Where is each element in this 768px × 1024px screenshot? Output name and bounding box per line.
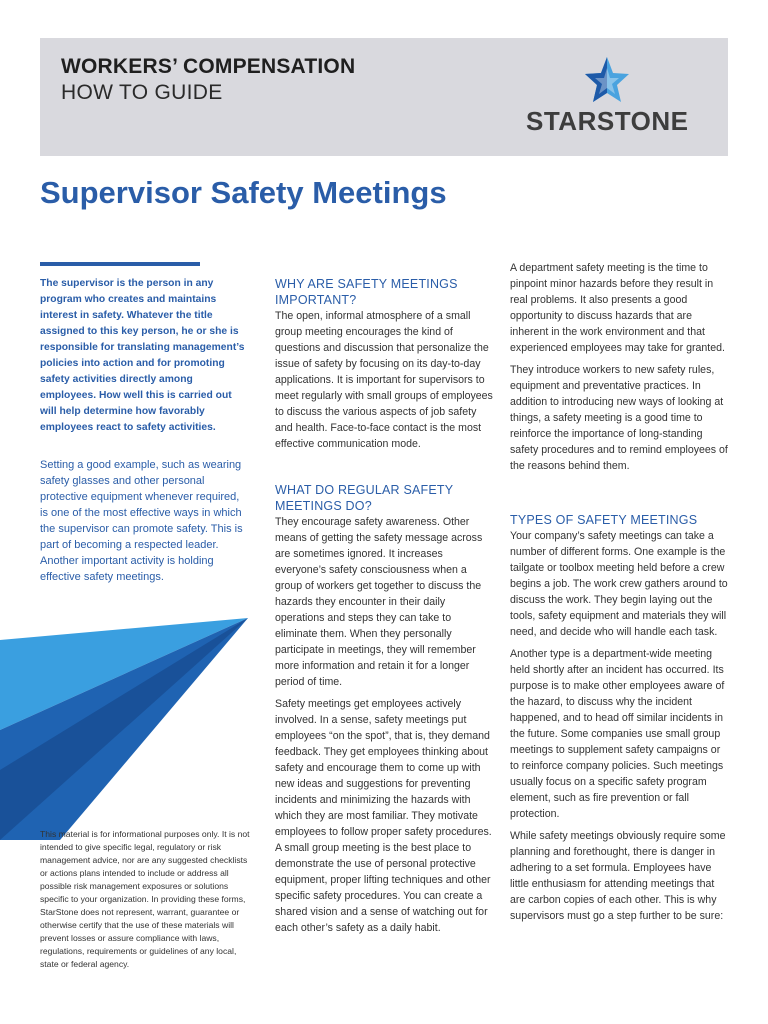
paragraph-involvement: Safety meetings get employees actively involved. In a sense, safety meetings put employees “on the spot”, that is, they demand feedback. They get employees thinking about safety and encourage them to come up with new ideas and suggestions for preventing incidents and minimizing the hazards with which they are most familiar. They motivate employees to follow proper safety procedures. A small group meeting is the best place to demonstrate the use of personal protective equipment, proper lifting techniques and other specific safety procedures. You can create a shared vision and a sense of watching out for each other’s safety as a daily habit. [275, 698, 492, 934]
header-subkicker: HOW TO GUIDE [61, 81, 223, 104]
paragraph-awareness: They encourage safety awareness. Other means of getting the safety message across are sometimes ignored. It increases everyone’s safety consciousness when a group of workers get together to discuss the hazards they encounter in their daily operations and steps they can take to eliminate them. When they personally participate in meetings, they will remember more information and retain it for a longer period of time. [275, 516, 483, 688]
header-band [40, 38, 728, 156]
column-middle [275, 276, 493, 936]
header-kicker: WORKERS’ COMPENSATION [61, 55, 356, 78]
paragraph-why-important: The open, informal atmosphere of a small group meeting encourages the kind of questions and discussion that personalize the issue of safety by focusing on its day-to-day applications. It is important for supervisors to meet regularly with small groups of employees to discuss the various aspects of job safety and health. Face-to-face contact is the most effective communication mode. [275, 310, 493, 450]
heading-what-do: WHAT DO REGULAR SAFETY MEETINGS DO? [275, 483, 454, 513]
disclaimer-text: This material is for informational purposes only. It is not intended to give specific legal, regulatory or risk management advice, nor are any suggested checklists or actions plans intended to include or address all possible risk management exposures or solutions specific to your organization. In providing these forms, StarStone does not represent, warrant, guarantee or otherwise certify that the use of these materials will prevent losses or assure compliance with laws, regulations, requirements or guidelines of any local, state or federal agency. [40, 829, 250, 969]
paragraph-planning: While safety meetings obviously require some planning and forethought, there is danger in adhering to a set formula. Employees have little enthusiasm for attending meetings that are carbon copies of each other. This is why supervisors must go a step further to be sure: [510, 830, 726, 922]
logo-wordmark: STARSTONE [526, 106, 689, 136]
paragraph-types: Your company’s safety meetings can take a number of different forms. One example is the tailgate or toolbox meeting held before a crew begins a job. The work crew gathers around to discuss the work. They begin laying out the tools, safety equipment and materials they will need, and decide who will handle each task. [510, 530, 728, 638]
page-title: Supervisor Safety Meetings [40, 175, 447, 210]
heading-why-important: WHY ARE SAFETY MEETINGS IMPORTANT? [275, 277, 458, 307]
paragraph-introduce-rules: They introduce workers to new safety rules, equipment and preventative practices. In addition to introducing new ways of looking at things, a safety meeting is a good time to reinforce the importance of long-standing safety procedures and to remind employees of the reasons behind them. [510, 364, 728, 472]
heading-types: TYPES OF SAFETY MEETINGS [510, 513, 698, 527]
decorative-triangles [0, 610, 250, 840]
column-right [510, 260, 728, 924]
intro-paragraph: Setting a good example, such as wearing safety glasses and other personal protective equipment whenever required, is one of the most effective ways in which the supervisor can promote safety. This is part of becoming a respected leader. Another important activity is holding effective safety meetings. [40, 459, 243, 583]
accent-bar [40, 262, 200, 266]
intro-bold-paragraph: The supervisor is the person in any program who creates and maintains interest in safety. Whatever the title assigned to this key person, he or she is responsible for translating management’s policies into action and for promoting safety activities directly among employees. How well this is carried out will help determine how favorably employees react to safety activities. [40, 278, 245, 433]
star-icon [584, 56, 630, 104]
paragraph-department-meeting: A department safety meeting is the time to pinpoint minor hazards before they result in real problems. It also presents a good opportunity to discuss hazards that are inherent in the work environment and that experienced employees may take for granted. [510, 262, 725, 354]
starstone-logo [526, 56, 706, 136]
paragraph-department-wide: Another type is a department-wide meeting held shortly after an incident has occurred. Its purpose is to make other employees aware of the hazard, to discuss why the incident happened, and to head off similar incidents in the future. Some companies use small group meetings to supplement safety campaigns or to reinforce company policies. Such meetings usually focus on a specific safety program element, such as fire prevention or fall protection. [510, 648, 725, 820]
